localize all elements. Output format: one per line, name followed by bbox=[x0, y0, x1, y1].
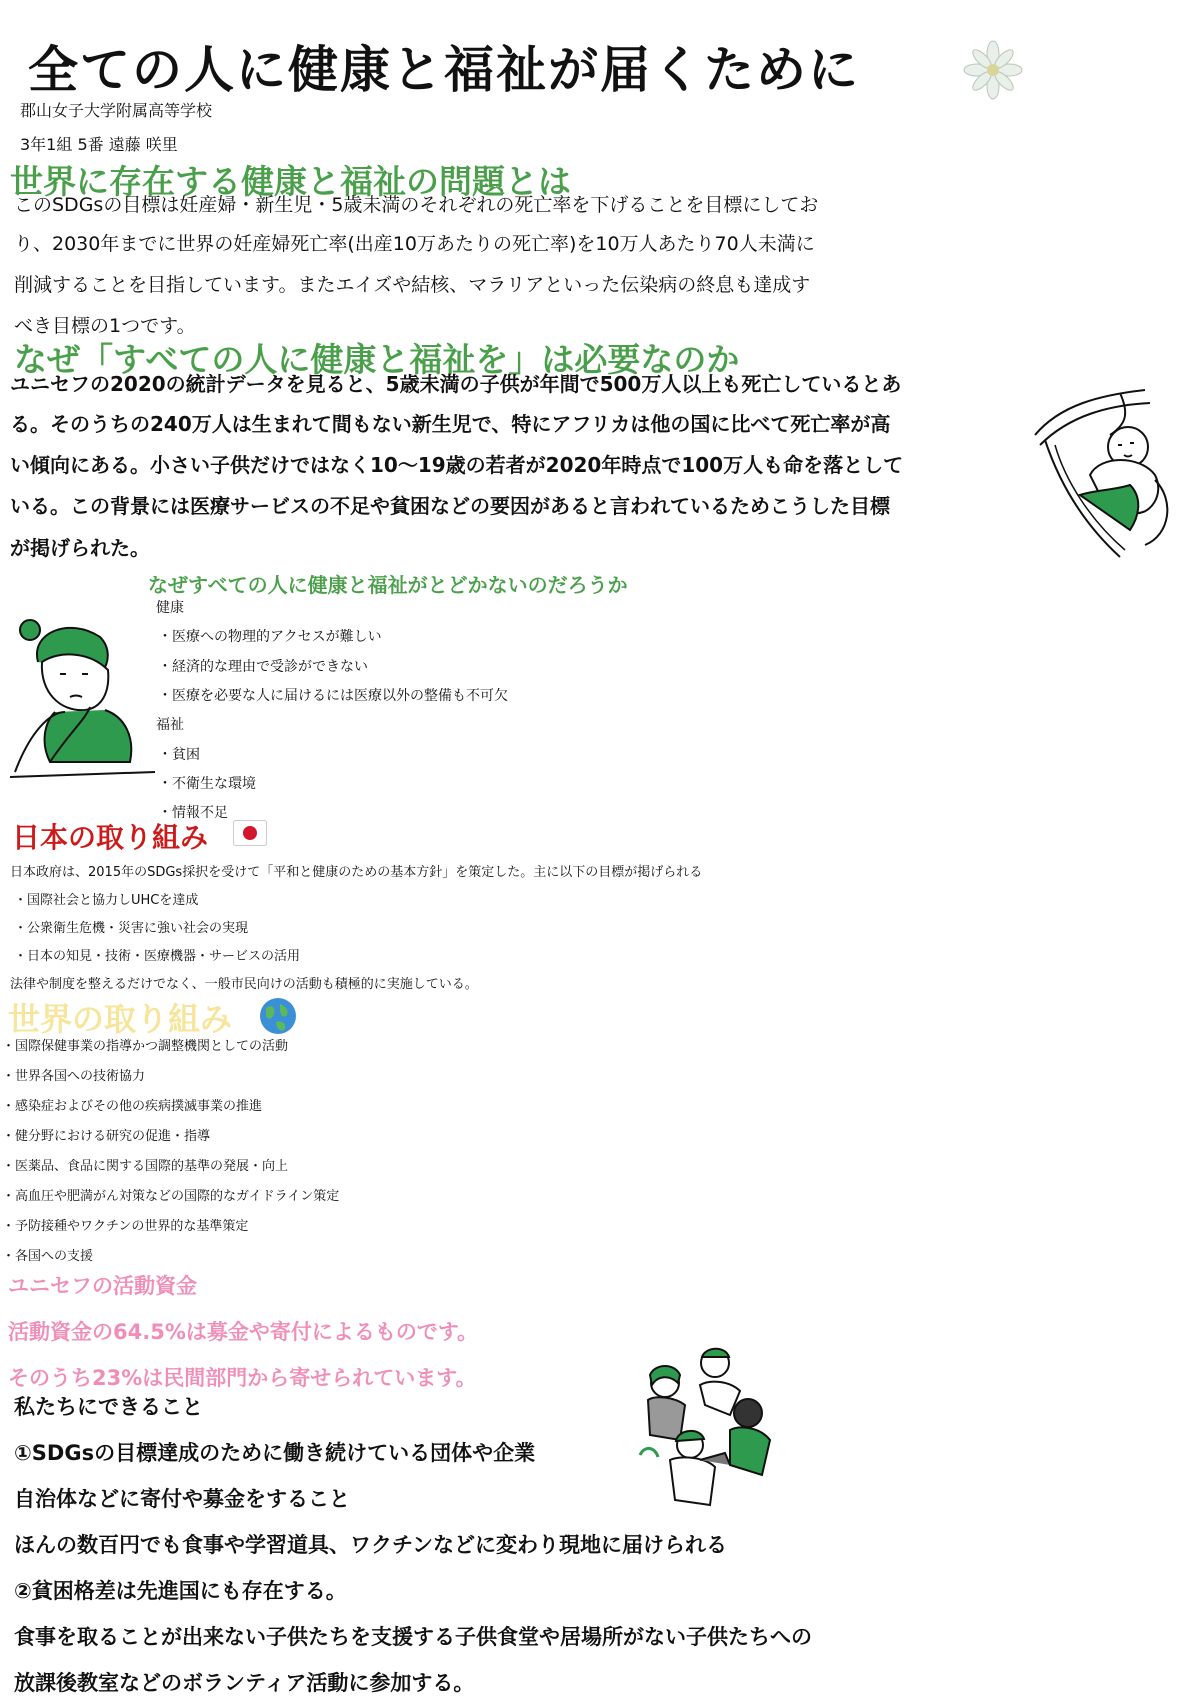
section3-line: 健康 bbox=[156, 600, 184, 616]
section2-line: る。そのうちの240万人は生まれて間もない新生児で、特にアフリカは他の国に比べて死亡率が高 bbox=[10, 412, 891, 436]
section7-line: ほんの数百円でも食事や学習道具、ワクチンなどに変わり現地に届けられる bbox=[14, 1533, 727, 1557]
section3-line: ・貧困 bbox=[158, 747, 200, 763]
section1-line: り、2030年までに世界の妊産婦死亡率(出産10万あたりの死亡率)を10万人あたり70人未満に bbox=[14, 233, 815, 255]
section7-line: 放課後教室などのボランティア活動に参加する。 bbox=[14, 1671, 475, 1695]
mother-baby-illustration bbox=[1030, 385, 1180, 560]
section5-line: ・世界各国への技術協力 bbox=[2, 1069, 146, 1084]
section4-line: ・国際社会と協力しUHCを達成 bbox=[14, 893, 199, 908]
section5-line: ・国際保健事業の指導かつ調整機関としての活動 bbox=[2, 1039, 289, 1054]
section5-line: ・健分野における研究の促進・指導 bbox=[2, 1129, 211, 1144]
section2-heading: なぜ「すべての人に健康と福祉を」は必要なのか bbox=[14, 340, 740, 379]
section6-line: 活動資金の64.5%は募金や寄付によるものです。 bbox=[8, 1320, 479, 1344]
section7-line: ①SDGsの目標達成のために働き続けている団体や企業 bbox=[14, 1441, 536, 1465]
section5-line: ・各国への支援 bbox=[2, 1249, 94, 1264]
section6-heading: ユニセフの活動資金 bbox=[8, 1274, 197, 1298]
section6-line: そのうち23%は民間部門から寄せられています。 bbox=[8, 1366, 477, 1390]
section7-line: 自治体などに寄付や募金をすること bbox=[14, 1487, 350, 1511]
section7-line: 食事を取ることが出来ない子供たちを支援する子供食堂や居場所がない子供たちへの bbox=[14, 1625, 812, 1649]
section7-line: ②貧困格差は先進国にも存在する。 bbox=[14, 1579, 347, 1603]
section1-heading: 世界に存在する健康と福祉の問題とは bbox=[10, 162, 571, 201]
thinking-woman-illustration bbox=[10, 612, 160, 782]
section3-line: ・不衛生な環境 bbox=[158, 776, 256, 792]
section3-line: 福祉 bbox=[156, 717, 184, 733]
section4-line: ・日本の知見・技術・医療機器・サービスの活用 bbox=[14, 949, 301, 964]
section3-line: ・経済的な理由で受診ができない bbox=[158, 659, 368, 675]
section5-line: ・予防接種やワクチンの世界的な基準策定 bbox=[2, 1219, 249, 1234]
flower-icon bbox=[963, 40, 1023, 100]
section2-line: い傾向にある。小さい子供だけではなく10〜19歳の若者が2020年時点で100万人も命を落として bbox=[10, 453, 904, 477]
section3-line: ・医療を必要な人に届けるには医療以外の整備も不可欠 bbox=[158, 688, 508, 704]
children-circle-illustration bbox=[630, 1345, 780, 1510]
section5-heading: 世界の取り組み bbox=[8, 1000, 233, 1038]
section1-line: べき目標の1つです。 bbox=[14, 315, 196, 337]
student-info: 3年1組 5番 遠藤 咲里 bbox=[20, 135, 178, 154]
section3-heading: なぜすべての人に健康と福祉がとどかないのだろうか bbox=[148, 573, 628, 597]
globe-icon bbox=[258, 996, 298, 1036]
page-title: 全ての人に健康と福祉が届くために bbox=[28, 41, 860, 99]
section5-line: ・高血圧や肥満がん対策などの国際的なガイドライン策定 bbox=[2, 1189, 340, 1204]
section1-line: 削減することを目指しています。またエイズや結核、マラリアといった伝染病の終息も達成す bbox=[14, 274, 811, 296]
section4-heading: 日本の取り組み bbox=[12, 821, 209, 854]
section4-line: ・公衆衛生危機・災害に強い社会の実現 bbox=[14, 921, 249, 936]
section4-line: 日本政府は、2015年のSDGs採択を受けて「平和と健康のための基本方針」を策定した。主に以下の目標が掲げられる bbox=[10, 865, 703, 880]
section7-heading: 私たちにできること bbox=[14, 1395, 203, 1419]
section3-line: ・医療への物理的アクセスが難しい bbox=[158, 629, 382, 645]
section2-line: が掲げられた。 bbox=[10, 536, 150, 560]
section1-line: このSDGsの目標は妊産婦・新生児・5歳未満のそれぞれの死亡率を下げることを目標にしてお bbox=[14, 194, 819, 216]
school-name: 郡山女子大学附属高等学校 bbox=[20, 101, 213, 120]
section2-line: ユニセフの2020の統計データを見ると、5歳未満の子供が年間で500万人以上も死亡しているとあ bbox=[10, 372, 902, 396]
section4-line: 法律や制度を整えるだけでなく、一般市民向けの活動も積極的に実施している。 bbox=[10, 977, 478, 992]
section3-line: ・情報不足 bbox=[158, 805, 228, 821]
section5-line: ・感染症およびその他の疾病撲滅事業の推進 bbox=[2, 1099, 263, 1114]
japan-flag-icon bbox=[233, 820, 267, 846]
section5-line: ・医薬品、食品に関する国際的基準の発展・向上 bbox=[2, 1159, 289, 1174]
section2-line: いる。この背景には医療サービスの不足や貧困などの要因があると言われているためこうした目標 bbox=[10, 494, 890, 518]
